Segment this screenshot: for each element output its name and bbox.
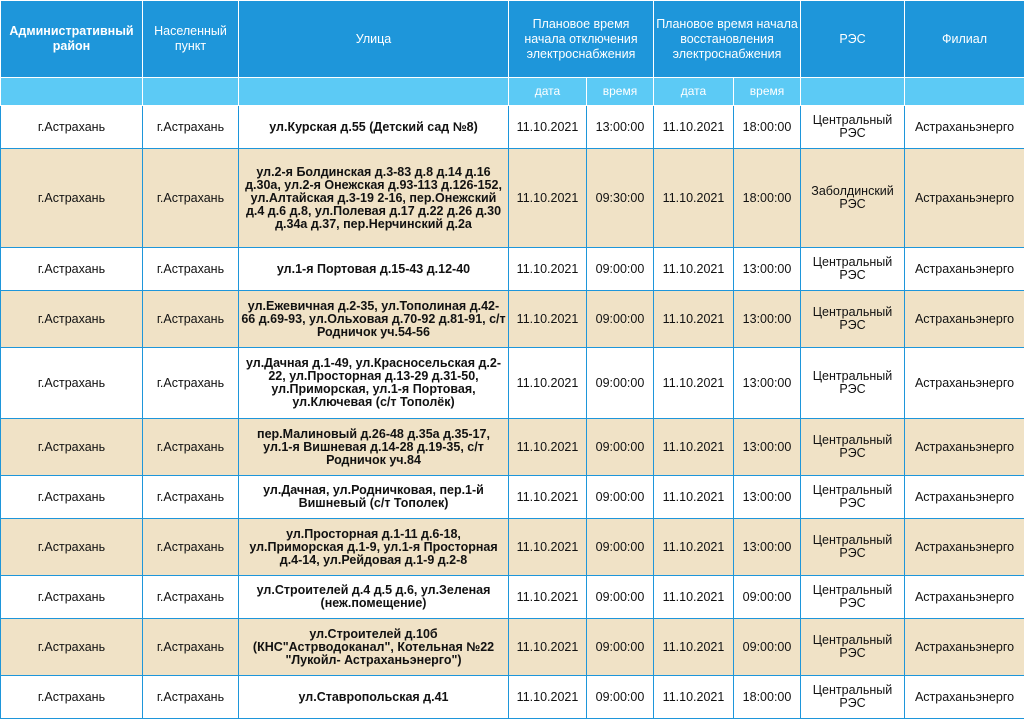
cell-branch: Астраханьэнерго xyxy=(905,476,1024,519)
cell-district: г.Астрахань xyxy=(1,291,143,348)
table-row xyxy=(1,476,1024,519)
cell-branch: Астраханьэнерго xyxy=(905,619,1024,676)
table-row xyxy=(1,676,1024,719)
header-district: Административный район xyxy=(1,1,143,78)
cell-off-date: 11.10.2021 xyxy=(509,576,587,619)
cell-off-time: 09:00:00 xyxy=(587,519,654,576)
cell-res: Заболдинский РЭС xyxy=(801,149,905,248)
cell-on-date: 11.10.2021 xyxy=(654,619,734,676)
cell-off-date: 11.10.2021 xyxy=(509,676,587,719)
subheader-empty xyxy=(143,78,239,106)
cell-off-time: 09:00:00 xyxy=(587,348,654,419)
cell-off-date: 11.10.2021 xyxy=(509,291,587,348)
cell-locality: г.Астрахань xyxy=(143,619,239,676)
cell-on-time: 09:00:00 xyxy=(734,619,801,676)
cell-off-time: 09:30:00 xyxy=(587,149,654,248)
cell-on-date: 11.10.2021 xyxy=(654,348,734,419)
cell-on-time: 18:00:00 xyxy=(734,106,801,149)
cell-on-time: 13:00:00 xyxy=(734,291,801,348)
cell-street: ул.2-я Болдинская д.3-83 д.8 д.14 д.16 д.30а, ул.2-я Онежская д.93-113 д.126-152, ул.Алтайская д.3-19 2-16, пер.Онежский д.4 д.6 д.8, ул.Полевая д.17 д.22 д.26 д.30 д.34а д.37, пер.Нерчинский д.2а xyxy=(239,149,509,248)
cell-res: Центральный РЭС xyxy=(801,248,905,291)
cell-street: ул.Строителей д.4 д.5 д.6, ул.Зеленая (неж.помещение) xyxy=(239,576,509,619)
cell-locality: г.Астрахань xyxy=(143,348,239,419)
table-body xyxy=(1,106,1024,719)
cell-locality: г.Астрахань xyxy=(143,676,239,719)
subheader-row xyxy=(1,78,1024,106)
cell-street: ул.Курская д.55 (Детский сад №8) xyxy=(239,106,509,149)
cell-res: Центральный РЭС xyxy=(801,476,905,519)
cell-on-time: 13:00:00 xyxy=(734,348,801,419)
cell-res: Центральный РЭС xyxy=(801,619,905,676)
cell-res: Центральный РЭС xyxy=(801,419,905,476)
cell-on-time: 13:00:00 xyxy=(734,248,801,291)
cell-on-date: 11.10.2021 xyxy=(654,576,734,619)
cell-on-date: 11.10.2021 xyxy=(654,519,734,576)
cell-on-date: 11.10.2021 xyxy=(654,676,734,719)
cell-locality: г.Астрахань xyxy=(143,106,239,149)
cell-off-date: 11.10.2021 xyxy=(509,149,587,248)
cell-on-time: 13:00:00 xyxy=(734,519,801,576)
cell-res: Центральный РЭС xyxy=(801,348,905,419)
cell-district: г.Астрахань xyxy=(1,676,143,719)
cell-off-time: 09:00:00 xyxy=(587,576,654,619)
subheader-time: время xyxy=(587,78,654,106)
cell-on-time: 18:00:00 xyxy=(734,149,801,248)
cell-off-date: 11.10.2021 xyxy=(509,476,587,519)
cell-branch: Астраханьэнерго xyxy=(905,248,1024,291)
cell-locality: г.Астрахань xyxy=(143,291,239,348)
cell-on-time: 13:00:00 xyxy=(734,419,801,476)
subheader-empty xyxy=(239,78,509,106)
header-street: Улица xyxy=(239,1,509,78)
header-off-time: Плановое время начала отключения электроснабжения xyxy=(509,1,654,78)
cell-on-time: 13:00:00 xyxy=(734,476,801,519)
cell-locality: г.Астрахань xyxy=(143,576,239,619)
cell-off-time: 09:00:00 xyxy=(587,291,654,348)
table-row xyxy=(1,291,1024,348)
cell-on-date: 11.10.2021 xyxy=(654,419,734,476)
cell-branch: Астраханьэнерго xyxy=(905,419,1024,476)
cell-street: ул.Дачная, ул.Родничковая, пер.1-й Вишневый (с/т Тополек) xyxy=(239,476,509,519)
table-row xyxy=(1,106,1024,149)
subheader-date: дата xyxy=(654,78,734,106)
table-row xyxy=(1,619,1024,676)
cell-street: ул.Просторная д.1-11 д.6-18, ул.Приморская д.1-9, ул.1-я Просторная д.4-14, ул.Рейдовая д.1-9 д.2-8 xyxy=(239,519,509,576)
cell-off-time: 13:00:00 xyxy=(587,106,654,149)
cell-branch: Астраханьэнерго xyxy=(905,348,1024,419)
cell-district: г.Астрахань xyxy=(1,576,143,619)
cell-district: г.Астрахань xyxy=(1,248,143,291)
cell-on-date: 11.10.2021 xyxy=(654,476,734,519)
cell-branch: Астраханьэнерго xyxy=(905,106,1024,149)
cell-off-time: 09:00:00 xyxy=(587,248,654,291)
cell-branch: Астраханьэнерго xyxy=(905,576,1024,619)
cell-street: ул.Строителей д.10б (КНС"Астрводоканал", Котельная №22 "Лукойл- Астраханьэнерго") xyxy=(239,619,509,676)
cell-locality: г.Астрахань xyxy=(143,248,239,291)
table-row xyxy=(1,149,1024,248)
cell-branch: Астраханьэнерго xyxy=(905,519,1024,576)
header-row xyxy=(1,1,1024,78)
cell-branch: Астраханьэнерго xyxy=(905,149,1024,248)
header-restore-time: Плановое время начала восстановления электроснабжения xyxy=(654,1,801,78)
cell-on-time: 09:00:00 xyxy=(734,576,801,619)
cell-locality: г.Астрахань xyxy=(143,419,239,476)
cell-district: г.Астрахань xyxy=(1,476,143,519)
cell-branch: Астраханьэнерго xyxy=(905,676,1024,719)
cell-branch: Астраханьэнерго xyxy=(905,291,1024,348)
cell-off-date: 11.10.2021 xyxy=(509,106,587,149)
cell-district: г.Астрахань xyxy=(1,348,143,419)
cell-street: ул.1-я Портовая д.15-43 д.12-40 xyxy=(239,248,509,291)
cell-locality: г.Астрахань xyxy=(143,476,239,519)
cell-off-date: 11.10.2021 xyxy=(509,619,587,676)
cell-street: ул.Ежевичная д.2-35, ул.Тополиная д.42-66 д.69-93, ул.Ольховая д.70-92 д.81-91, с/т Родничок уч.54-56 xyxy=(239,291,509,348)
cell-res: Центральный РЭС xyxy=(801,519,905,576)
table-row xyxy=(1,576,1024,619)
cell-district: г.Астрахань xyxy=(1,419,143,476)
cell-on-date: 11.10.2021 xyxy=(654,291,734,348)
header-res: РЭС xyxy=(801,1,905,78)
cell-res: Центральный РЭС xyxy=(801,106,905,149)
header-locality: Населенный пункт xyxy=(143,1,239,78)
cell-on-date: 11.10.2021 xyxy=(654,149,734,248)
cell-locality: г.Астрахань xyxy=(143,519,239,576)
cell-res: Центральный РЭС xyxy=(801,576,905,619)
subheader-empty xyxy=(801,78,905,106)
cell-on-date: 11.10.2021 xyxy=(654,106,734,149)
cell-off-date: 11.10.2021 xyxy=(509,248,587,291)
subheader-time: время xyxy=(734,78,801,106)
table-row xyxy=(1,248,1024,291)
cell-street: пер.Малиновый д.26-48 д.35а д.35-17, ул.1-я Вишневая д.14-28 д.19-35, с/т Родничок уч.84 xyxy=(239,419,509,476)
table-row xyxy=(1,419,1024,476)
cell-on-date: 11.10.2021 xyxy=(654,248,734,291)
cell-street: ул.Ставропольская д.41 xyxy=(239,676,509,719)
cell-district: г.Астрахань xyxy=(1,149,143,248)
cell-res: Центральный РЭС xyxy=(801,291,905,348)
cell-off-time: 09:00:00 xyxy=(587,676,654,719)
subheader-empty xyxy=(1,78,143,106)
cell-off-date: 11.10.2021 xyxy=(509,419,587,476)
table-row xyxy=(1,519,1024,576)
cell-off-time: 09:00:00 xyxy=(587,476,654,519)
cell-street: ул.Дачная д.1-49, ул.Красносельская д.2-22, ул.Просторная д.13-29 д.31-50, ул.Приморская, ул.1-я Портовая, ул.Ключевая (с/т Тополёк) xyxy=(239,348,509,419)
subheader-empty xyxy=(905,78,1024,106)
table-row xyxy=(1,348,1024,419)
cell-off-date: 11.10.2021 xyxy=(509,519,587,576)
cell-on-time: 18:00:00 xyxy=(734,676,801,719)
cell-off-time: 09:00:00 xyxy=(587,619,654,676)
cell-district: г.Астрахань xyxy=(1,619,143,676)
cell-district: г.Астрахань xyxy=(1,519,143,576)
table-header xyxy=(1,1,1024,106)
subheader-date: дата xyxy=(509,78,587,106)
cell-off-time: 09:00:00 xyxy=(587,419,654,476)
cell-off-date: 11.10.2021 xyxy=(509,348,587,419)
cell-locality: г.Астрахань xyxy=(143,149,239,248)
cell-res: Центральный РЭС xyxy=(801,676,905,719)
cell-district: г.Астрахань xyxy=(1,106,143,149)
header-branch: Филиал xyxy=(905,1,1024,78)
